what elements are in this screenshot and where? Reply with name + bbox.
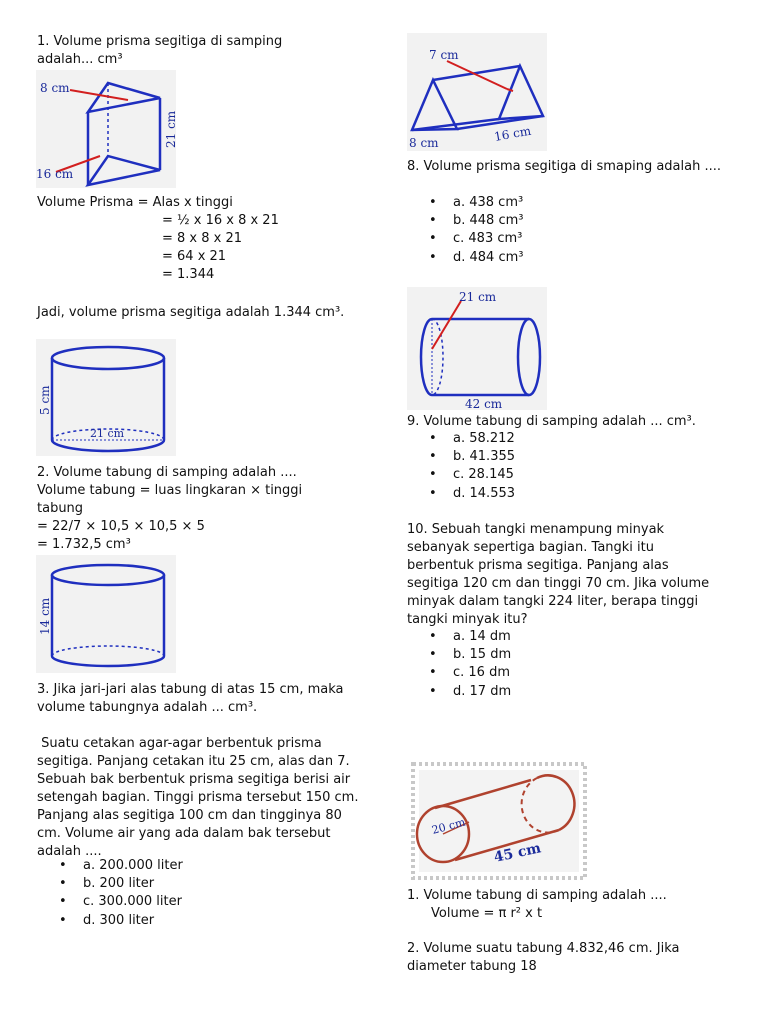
q2-line: = 1.732,5 cm³	[37, 537, 131, 552]
q4-text: Suatu cetakan agar-agar berbentuk prisma segitiga. Panjang cetakan itu 25 cm, alas dan 7. Sebuah bak berbentuk prisma segitiga berisi air setengah bagian. Tinggi prisma tersebut 150 cm. Panjang alas segitiga 100 cm dan tingginya 80 cm. Volume air yang ada dalam bak tersebut adalah ....	[37, 736, 363, 859]
q1-work-line: = 8 x 8 x 21	[162, 231, 243, 246]
q4-option-d[interactable]: • d. 300 liter	[37, 912, 337, 930]
q4-options	[37, 857, 337, 930]
q9-cylinder-figure	[407, 287, 547, 410]
bottom-q1	[407, 887, 737, 923]
q1-work-line: = ½ x 16 x 8 x 21	[162, 213, 279, 228]
q9-label-42: 42 cm	[465, 397, 503, 411]
q3-text: 3. Jika jari-jari alas tabung di atas 15 cm, maka volume tabungnya adalah ... cm³.	[37, 682, 344, 715]
q8-label-7: 7 cm	[429, 48, 459, 62]
bottom-q2-text: 2. Volume suatu tabung 4.832,46 cm. Jika diameter tabung 18	[407, 941, 680, 974]
q8-option-b[interactable]: • b. 448 cm³	[407, 212, 707, 230]
q8-text: 8. Volume prisma segitiga di smaping adalah ....	[407, 159, 722, 174]
q2-text	[37, 464, 337, 554]
q9-label-21: 21 cm	[459, 290, 497, 304]
q4-option-c[interactable]: • c. 300.000 liter	[37, 893, 337, 911]
q1-label-8: 8 cm	[40, 81, 70, 95]
q9-option-c[interactable]: • c. 28.145	[407, 466, 707, 484]
q10-options	[407, 628, 707, 701]
q9-option-a[interactable]: • a. 58.212	[407, 430, 707, 448]
q2-label-height: 5 cm	[38, 385, 52, 415]
q1-work-line: = 1.344	[162, 267, 215, 282]
q1-work-line: = 64 x 21	[162, 249, 227, 264]
q1-work-line: Volume Prisma = Alas x tinggi	[37, 195, 233, 210]
q9-text: 9. Volume tabung di samping adalah ... cm³.	[407, 414, 696, 429]
q9-option-d[interactable]: • d. 14.553	[407, 485, 707, 503]
q2-line: = 22/7 × 10,5 × 10,5 × 5	[37, 519, 205, 534]
q1-label-16: 16 cm	[36, 167, 74, 181]
q10-option-a[interactable]: • a. 14 dm	[407, 628, 707, 646]
q10-text: 10. Sebuah tangki menampung minyak sebanyak sepertiga bagian. Tangki itu berbentuk prisma segitiga. Panjang alas segitiga 120 cm dan tinggi 70 cm. Jika volume minyak dalam tangki 224 liter, berapa tinggi tangki minyak itu?	[407, 522, 710, 627]
stamp-cylinder-figure	[411, 762, 587, 880]
q8-prism-figure	[407, 33, 547, 151]
bottom-q1-text: 1. Volume tabung di samping adalah ....	[407, 888, 667, 903]
q1-title: 1. Volume prisma segitiga di samping adalah... cm³	[37, 34, 283, 67]
bottom-q1-formula: Volume = π r² x t	[431, 906, 543, 921]
q4-option-a[interactable]: • a. 200.000 liter	[37, 857, 337, 875]
q4-option-b[interactable]: • b. 200 liter	[37, 875, 337, 893]
q10-option-c[interactable]: • c. 16 dm	[407, 664, 707, 682]
q10-option-d[interactable]: • d. 17 dm	[407, 683, 707, 701]
q1-label-21: 21 cm	[164, 110, 178, 148]
q2-label-diam: 21 cm	[90, 427, 125, 440]
q8-label-16: 16 cm	[493, 123, 533, 144]
q8-option-a[interactable]: • a. 438 cm³	[407, 194, 707, 212]
q8-options	[407, 194, 707, 267]
q9-option-b[interactable]: • b. 41.355	[407, 448, 707, 466]
q9-options	[407, 430, 707, 503]
q8-label-8: 8 cm	[409, 136, 439, 150]
q8-option-d[interactable]: • d. 484 cm³	[407, 249, 707, 267]
q1-conclusion: Jadi, volume prisma segitiga adalah 1.344 cm³.	[37, 305, 345, 320]
q2-line: 2. Volume tabung di samping adalah ....	[37, 465, 297, 480]
q1-work	[37, 194, 357, 284]
stamp-label-45: 45 cm	[492, 840, 543, 866]
q2-cylinder-figure	[36, 339, 176, 456]
q2-line: Volume tabung = luas lingkaran × tinggi tabung	[37, 483, 303, 516]
q3-label-height: 14 cm	[38, 597, 52, 635]
q8-option-c[interactable]: • c. 483 cm³	[407, 230, 707, 248]
q10-option-b[interactable]: • b. 15 dm	[407, 646, 707, 664]
q1-prism-figure	[36, 70, 176, 188]
q3-cylinder-figure	[36, 555, 176, 673]
stamp-label-20: 20 cm	[430, 815, 467, 837]
